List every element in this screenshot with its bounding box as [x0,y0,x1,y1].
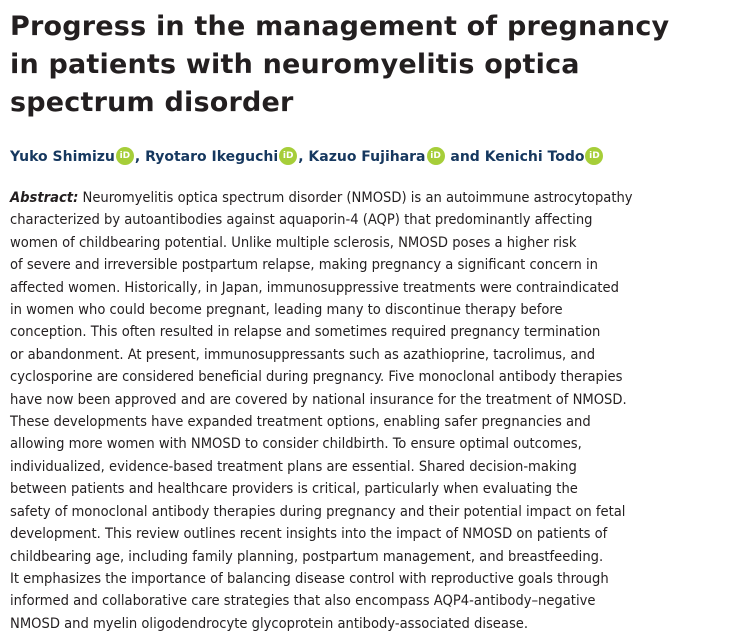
abstract-line: have now been approved and are covered by national insurance for the treatment of NMOSD. [10,390,627,408]
abstract-line: of severe and irreversible postpartum relapse, making pregnancy a significant concern in [10,256,598,274]
author-name[interactable]: Kazuo Fujihara [308,149,426,165]
orcid-icon[interactable]: iD [585,147,603,165]
abstract-line: development. This review outlines recent insights into the impact of NMOSD on patients of [10,525,608,543]
abstract-label-colon: : [73,189,79,206]
abstract-line: informed and collaborative care strategies that also encompass AQP4-antibody–negative [10,592,596,610]
abstract-line: cyclosporine are considered beneficial during pregnancy. Five monoclonal antibody therapies [10,368,623,386]
abstract-line: characterized by autoantibodies against aquaporin-4 (AQP) that predominantly affecting [10,211,593,229]
author-list [10,146,745,168]
abstract-line: between patients and healthcare providers is critical, particularly when evaluating the [10,480,578,498]
abstract-line: individualized, evidence-based treatment plans are essential. Shared decision-making [10,457,577,475]
author-separator: , [298,149,309,165]
abstract-line: affected women. Historically, in Japan, immunosuppressive treatments were contraindicated [10,278,619,296]
abstract-line: safety of monoclonal antibody therapies during pregnancy and their potential impact on fetal [10,502,626,520]
title-line-1: Progress in the management of pregnancy [10,11,670,42]
abstract-line [10,187,745,209]
abstract-line: or abandonment. At present, immunosuppressants such as azathioprine, tacrolimus, and [10,345,596,363]
abstract-line: childbearing age, including family planning, postpartum management, and breastfeeding. [10,547,604,565]
author-name[interactable]: Yuko Shimizu [10,149,115,165]
article-title [10,8,745,122]
abstract-line: These developments have expanded treatment options, enabling safer pregnancies and [10,413,591,431]
orcid-icon[interactable]: iD [427,147,445,165]
abstract-label: Abstract [10,189,74,206]
abstract-line: allowing more women with NMOSD to consider childbirth. To ensure optimal outcomes, [10,435,582,453]
abstract-line: conception. This often resulted in relapse and sometimes required pregnancy termination [10,323,601,341]
author-name[interactable]: Ryotaro Ikeguchi [145,149,279,165]
abstract-line: It emphasizes the importance of balancing disease control with reproductive goals through [10,569,609,587]
abstract-line: women of childbearing potential. Unlike multiple sclerosis, NMOSD poses a higher risk [10,233,577,251]
orcid-icon[interactable]: iD [116,147,134,165]
author-separator: and [445,149,485,165]
abstract-line: NMOSD and myelin oligodendrocyte glycoprotein antibody-associated disease. [10,614,529,632]
title-line-3: spectrum disorder [10,87,294,118]
orcid-icon[interactable]: iD [279,147,297,165]
article-header [10,8,745,635]
author-name[interactable]: Kenichi Todo [484,149,585,165]
abstract-text: Neuromyelitis optica spectrum disorder (NMOSD) is an autoimmune astrocytopathy [82,189,633,206]
title-line-2: in patients with neuromyelitis optica [10,49,580,80]
abstract [10,187,745,635]
abstract-line: in women who could become pregnant, leading many to discontinue therapy before [10,301,563,319]
author-separator: , [134,149,146,165]
